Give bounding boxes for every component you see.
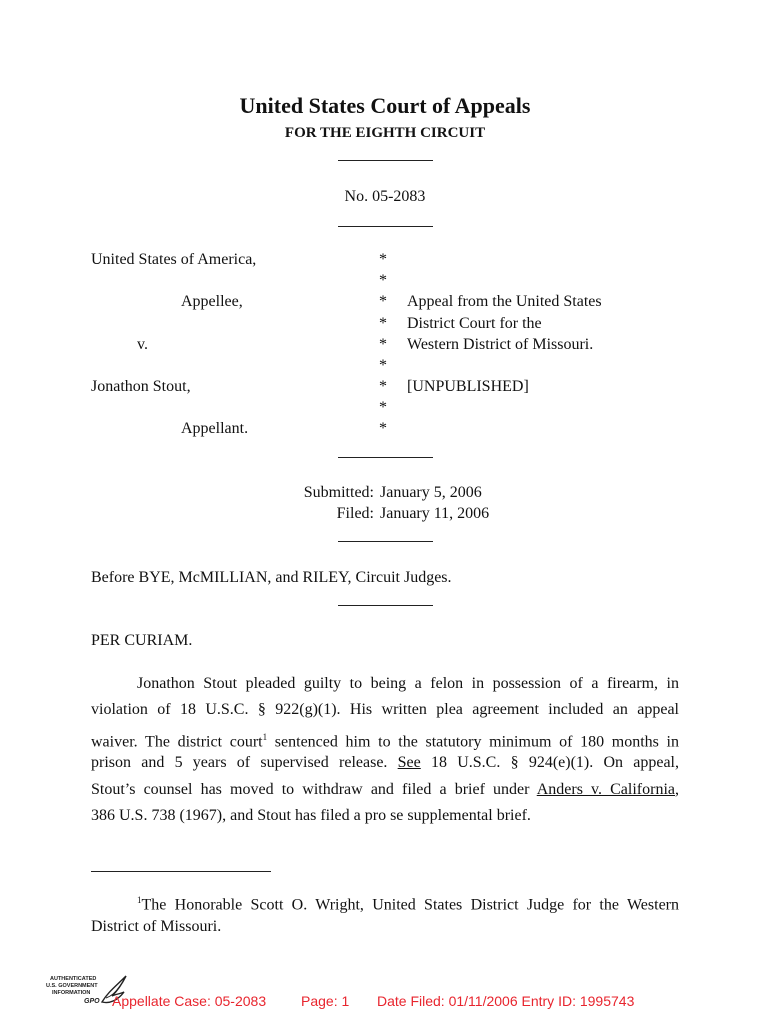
defendant-name: Jonathon Stout,	[91, 378, 191, 395]
filed-date: January 11, 2006	[380, 505, 490, 522]
caption-star: *	[379, 336, 387, 353]
footnote-separator	[91, 871, 271, 872]
filed-label: Filed:	[336, 505, 374, 522]
caption-star: *	[379, 420, 387, 437]
divider	[338, 226, 433, 227]
footer-page: Page: 1	[301, 993, 350, 1009]
opinion-line: Jonathon Stout pleaded guilty to being a felon in possession of a firearm, in	[137, 675, 679, 692]
per-curiam-heading: PER CURIAM.	[91, 632, 193, 649]
divider	[338, 605, 433, 606]
appeal-description: Western District of Missouri.	[407, 336, 594, 353]
submitted-label: Submitted:	[303, 484, 374, 501]
submitted-date: January 5, 2006	[380, 484, 482, 501]
plaintiff-role: Appellee,	[181, 293, 243, 310]
footnote-marker: 1	[137, 895, 142, 905]
publication-status: [UNPUBLISHED]	[407, 378, 529, 395]
divider	[338, 457, 433, 458]
opinion-line: violation of 18 U.S.C. § 922(g)(1). His written plea agreement included an appeal	[91, 701, 679, 719]
footnote-text: District of Missouri.	[91, 918, 222, 936]
divider	[338, 160, 433, 161]
caption-star: *	[379, 399, 387, 416]
caption-star: *	[379, 293, 387, 310]
panel-judges: Before BYE, McMILLIAN, and RILEY, Circuit Judges.	[91, 569, 452, 586]
case-citation: Anders v. California	[536, 780, 676, 798]
logo-mark: GPO	[84, 998, 100, 1005]
court-title: United States Court of Appeals	[239, 93, 531, 118]
opinion-line: Stout’s counsel has moved to withdraw and filed a brief under Anders v. California,	[91, 780, 680, 798]
circuit-name: FOR THE EIGHTH CIRCUIT	[284, 125, 486, 141]
opinion-paragraph	[91, 671, 679, 829]
versus: v.	[137, 336, 148, 353]
caption-star: *	[379, 251, 387, 268]
plaintiff-name: United States of America,	[91, 251, 257, 268]
logo-line: AUTHENTICATED	[50, 976, 97, 982]
footer-case-number: Appellate Case: 05-2083	[112, 993, 267, 1009]
caption-star: *	[379, 272, 387, 289]
appeal-description: District Court for the	[407, 315, 542, 332]
logo-line: U.S. GOVERNMENT	[46, 983, 98, 989]
divider	[338, 541, 433, 542]
footer-date-filed: Date Filed: 01/11/2006 Entry ID: 1995743	[377, 993, 635, 1009]
opinion-line: prison and 5 years of supervised release. See 18 U.S.C. § 924(e)(1). On appeal,	[91, 754, 680, 772]
footnote	[91, 889, 679, 938]
opinion-line: waiver. The district court$^1$ sentenced him to the statutory minimum of 180 months in	[91, 731, 680, 751]
logo-line: INFORMATION	[52, 990, 91, 996]
caption-star: *	[379, 357, 387, 374]
citation-signal: See	[397, 754, 421, 772]
defendant-role: Appellant.	[181, 420, 249, 437]
caption-star: *	[379, 315, 387, 332]
appeal-description: Appeal from the United States	[407, 293, 602, 310]
opinion-line: 386 U.S. 738 (1967), and Stout has filed a pro se supplemental brief.	[91, 806, 531, 824]
footnote-text: The Honorable Scott O. Wright, United States District Judge for the Western	[141, 896, 679, 914]
docket-number: No. 05-2083	[344, 188, 426, 205]
footnote-ref: 1	[262, 731, 268, 742]
caption-star: *	[379, 378, 387, 395]
